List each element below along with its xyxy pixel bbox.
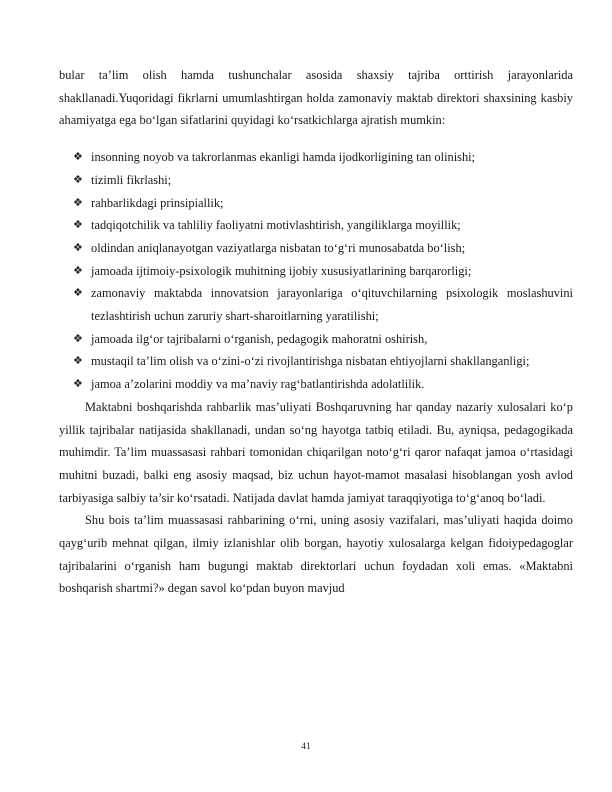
diamond-bullet-icon: ❖	[73, 286, 83, 300]
diamond-bullet-icon: ❖	[73, 377, 83, 391]
list-item-text: jamoa a’zolarini moddiy va ma’naviy rag‘batlantirishda adolatlilik.	[91, 377, 425, 392]
diamond-bullet-icon: ❖	[73, 331, 83, 345]
list-item	[59, 373, 573, 396]
diamond-bullet-icon: ❖	[73, 172, 83, 186]
list-item-text: rahbarlikdagi prinsipiallik;	[91, 195, 224, 210]
document-page	[59, 64, 573, 600]
list-item	[59, 282, 573, 327]
diamond-bullet-icon: ❖	[73, 263, 83, 277]
list-item	[59, 260, 573, 283]
body-paragraph: Shu bois ta’lim muassasasi rahbarining o‘rni, uning asosiy vazifalari, mas’uliyati haqida doimo qayg‘urib mehnat qilgan, ilmiy izlanishlar olib borgan, hayotiy xulosalarga kelgan fidoiypedagoglar tajribalarini o‘rganish ham bugungi maktab direktorlari uchun foydadan xoli emas. «Maktabni boshqarish shartmi?» degan savol ko‘pdan buyon mavjud	[59, 513, 573, 596]
diamond-bullet-icon: ❖	[73, 150, 83, 164]
list-item	[59, 214, 573, 237]
list-item-text: jamoada ilg‘or tajribalarni o‘rganish, pedagogik mahoratni oshirish,	[91, 331, 428, 346]
list-item-text: tadqiqotchilik va tahliliy faoliyatni motivlashtirish, yangiliklarga moyillik;	[91, 218, 461, 233]
list-item	[59, 328, 573, 351]
diamond-bullet-icon: ❖	[73, 240, 83, 254]
page-number: 41	[301, 742, 311, 752]
list-item-text: oldindan aniqlanayotgan vaziyatlarga nisbatan to‘g‘ri munosabatda bo‘lish;	[91, 240, 466, 255]
list-item-text: zamonaviy maktabda innovatsion jarayonlariga o‘qituvchilarning psixologik moslashuvini tezlashtirish uchun zaruriy shart-sharoitlarning yaratilishi;	[91, 286, 573, 324]
list-item-text: jamoada ijtimoiy-psixologik muhitning ijobiy xususiyatlarining barqarorligi;	[91, 263, 472, 278]
diamond-bullet-icon: ❖	[73, 195, 83, 209]
list-item	[59, 146, 573, 169]
intro-paragraph: bular ta’lim olish hamda tushunchalar asosida shaxsiy tajriba orttirish jarayonlarida shakllanadi.Yuqoridagi fikrlarni umumlashtirgan holda zamonaviy maktab direktori shaxsining kasbiy ahamiyatga ega bo‘lgan sifatlarini quyidagi ko‘rsatkichlarga ajratish mumkin:	[59, 68, 573, 128]
list-item-text: insonning noyob va takrorlanmas ekanligi hamda ijodkorligining tan olinishi;	[91, 150, 476, 165]
list-item-text: mustaqil ta’lim olish va o‘zini-o‘zi rivojlantirishga nisbatan ehtiyojlarni shakllanganligi;	[91, 354, 530, 369]
diamond-bullet-icon: ❖	[73, 354, 83, 368]
qualities-list	[59, 146, 573, 396]
list-item	[59, 237, 573, 260]
list-item-text: tizimli fikrlashi;	[91, 172, 172, 187]
list-item	[59, 350, 573, 373]
list-item	[59, 169, 573, 192]
diamond-bullet-icon: ❖	[73, 218, 83, 232]
body-paragraph: Maktabni boshqarishda rahbarlik mas’uliyati Boshqaruvning har qanday nazariy xulosalari ko‘p yillik tajribalar natijasida shakllanadi, undan so‘ng hayotga tatbiq etiladi. Bu, ayniqsa, pedagogikada muhimdir. Ta’lim muassasasi rahbari tomonidan chiqarilgan noto‘g‘ri qaror nafaqat jamoa o‘rtasidagi muhitni buzadi, balki eng asosiy maqsad, biz uchun hayot-mamot masalasi hisoblangan yosh avlod tarbiyasiga salbiy ta’sir ko‘rsatadi. Natijada davlat hamda jamiyat taraqqiyotiga to‘g‘anoq bo‘ladi.	[59, 399, 573, 505]
list-item	[59, 192, 573, 215]
